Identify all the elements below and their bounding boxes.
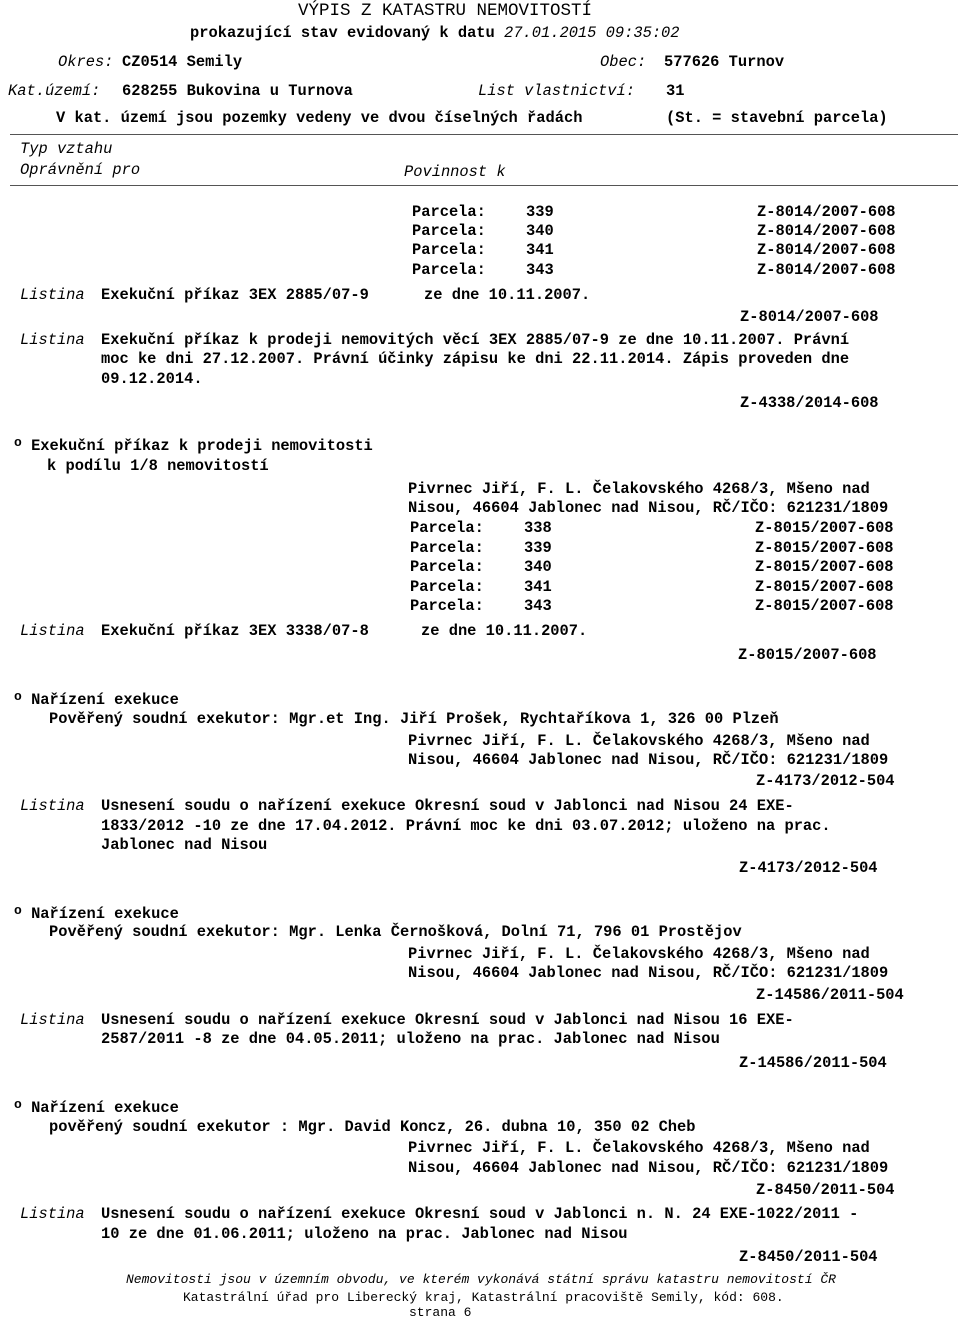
parcel-ref: Z-8014/2007-608 bbox=[757, 222, 896, 240]
lv-label: List vlastnictví: bbox=[478, 82, 636, 100]
listina-text-line3: Jablonec nad Nisou bbox=[101, 836, 268, 854]
parcel-label: Parcela: bbox=[412, 241, 486, 259]
parcel-label: Parcela: bbox=[412, 261, 486, 279]
listina-text-line1: Usnesení soudu o nařízení exekuce Okresní soud v Jablonci nad Nisou 16 EXE- bbox=[101, 1011, 794, 1029]
okres-value: CZ0514 Semily bbox=[122, 53, 243, 71]
parcel-number: 343 bbox=[524, 597, 552, 615]
parcel-ref: Z-8014/2007-608 bbox=[757, 261, 896, 279]
obec-label: Obec: bbox=[600, 53, 647, 71]
listina-ref: Z-4173/2012-504 bbox=[739, 859, 878, 877]
parcel-ref: Z-8015/2007-608 bbox=[755, 539, 894, 557]
person-line2: Nisou, 46604 Jablonec nad Nisou, RČ/IČO: 621231/1809 bbox=[408, 751, 889, 769]
parcel-label: Parcela: bbox=[410, 597, 484, 615]
parcel-number: 338 bbox=[524, 519, 552, 537]
bullet-icon: o bbox=[14, 435, 22, 450]
series-note: V kat. území jsou pozemky vedeny ve dvou číselných řadách bbox=[56, 109, 583, 127]
footer-line2: Katastrální úřad pro Liberecký kraj, Katastrální pracoviště Semily, kód: 608. bbox=[183, 1290, 784, 1305]
listina-ref: Z-8015/2007-608 bbox=[738, 646, 877, 664]
heading-text: Nařízení exekuce bbox=[31, 691, 179, 709]
listina-text: Exekuční příkaz 3EX 2885/07-9 bbox=[101, 286, 369, 304]
parcel-label: Parcela: bbox=[412, 203, 486, 221]
listina-label: Listina bbox=[20, 286, 85, 304]
parcel-ref: Z-8015/2007-608 bbox=[755, 519, 894, 537]
parcel-number: 339 bbox=[524, 539, 552, 557]
parcel-number: 341 bbox=[524, 578, 552, 596]
lv-value: 31 bbox=[666, 82, 685, 100]
parcel-label: Parcela: bbox=[410, 558, 484, 576]
listina-text-line2: 1833/2012 -10 ze dne 17.04.2012. Právní moc ke dni 03.07.2012; uloženo na prac. bbox=[101, 817, 831, 835]
katuzemi-label: Kat.území: bbox=[8, 82, 101, 100]
executor-line: Pověřený soudní exekutor: Mgr.et Ing. Jiří Prošek, Rychtaříkova 1, 326 00 Plzeň bbox=[49, 710, 779, 728]
listina-label: Listina bbox=[20, 1011, 85, 1029]
parcel-label: Parcela: bbox=[410, 578, 484, 596]
parcel-label: Parcela: bbox=[410, 519, 484, 537]
sec4-heading bbox=[14, 902, 179, 923]
person-line1: Pivrnec Jiří, F. L. Čelakovského 4268/3, Mšeno nad bbox=[408, 732, 870, 750]
parcel-number: 341 bbox=[526, 241, 554, 259]
document-title: VÝPIS Z KATASTRU NEMOVITOSTÍ bbox=[298, 1, 593, 21]
bullet-icon: o bbox=[14, 903, 22, 918]
parcel-label: Parcela: bbox=[410, 539, 484, 557]
sec2-subheading: k podílu 1/8 nemovitostí bbox=[47, 457, 269, 475]
listina-date: ze dne 10.11.2007. bbox=[424, 286, 591, 304]
parcel-number: 339 bbox=[526, 203, 554, 221]
listina-text: Exekuční příkaz 3EX 3338/07-8 bbox=[101, 622, 369, 640]
listina-ref: Z-14586/2011-504 bbox=[739, 1054, 887, 1072]
listina-text-line2: 2587/2011 -8 ze dne 04.05.2011; uloženo na prac. Jablonec nad Nisou bbox=[101, 1030, 720, 1048]
listina-text-line3: 09.12.2014. bbox=[101, 370, 203, 388]
col-opravneni-pro: Oprávnění pro bbox=[20, 161, 141, 179]
parcel-ref: Z-8014/2007-608 bbox=[757, 203, 896, 221]
person-line2: Nisou, 46604 Jablonec nad Nisou, RČ/IČO: 621231/1809 bbox=[408, 499, 889, 517]
executor-line: pověřený soudní exekutor : Mgr. David Koncz, 26. dubna 10, 350 02 Cheb bbox=[49, 1118, 696, 1136]
sec3-heading bbox=[14, 688, 179, 709]
person-ref: Z-14586/2011-504 bbox=[756, 986, 904, 1004]
listina-ref: Z-8450/2011-504 bbox=[739, 1248, 878, 1266]
person-line2: Nisou, 46604 Jablonec nad Nisou, RČ/IČO: 621231/1809 bbox=[408, 964, 889, 982]
bullet-icon: o bbox=[14, 689, 22, 704]
parcel-label: Parcela: bbox=[412, 222, 486, 240]
columns-divider bbox=[10, 185, 958, 186]
parcel-number: 340 bbox=[526, 222, 554, 240]
document-subtitle bbox=[190, 24, 680, 42]
person-line1: Pivrnec Jiří, F. L. Čelakovského 4268/3, Mšeno nad bbox=[408, 945, 870, 963]
person-line1: Pivrnec Jiří, F. L. Čelakovského 4268/3, Mšeno nad bbox=[408, 480, 870, 498]
person-line1: Pivrnec Jiří, F. L. Čelakovského 4268/3, Mšeno nad bbox=[408, 1139, 870, 1157]
person-ref: Z-8450/2011-504 bbox=[756, 1181, 895, 1199]
parcel-ref: Z-8015/2007-608 bbox=[755, 597, 894, 615]
sec5-heading bbox=[14, 1096, 179, 1117]
listina-label: Listina bbox=[20, 622, 85, 640]
heading-text: Exekuční příkaz k prodeji nemovitosti bbox=[31, 437, 373, 455]
listina-label: Listina bbox=[20, 1205, 85, 1223]
subtitle-prefix: prokazující stav evidovaný k datu bbox=[190, 24, 495, 42]
series-note-right: (St. = stavební parcela) bbox=[666, 109, 888, 127]
listina-text-line1: Usnesení soudu o nařízení exekuce Okresní soud v Jablonci nad Nisou 24 EXE- bbox=[101, 797, 794, 815]
parcel-ref: Z-8015/2007-608 bbox=[755, 558, 894, 576]
executor-line: Pověřený soudní exekutor: Mgr. Lenka Černošková, Dolní 71, 796 01 Prostějov bbox=[49, 923, 742, 941]
bullet-icon: o bbox=[14, 1097, 22, 1112]
listina-label: Listina bbox=[20, 331, 85, 349]
col-povinnost-k: Povinnost k bbox=[404, 163, 506, 181]
listina-text-line2: 10 ze dne 01.06.2011; uloženo na prac. Jablonec nad Nisou bbox=[101, 1225, 628, 1243]
col-typ-vztahu: Typ vztahu bbox=[20, 140, 113, 158]
listina-ref: Z-4338/2014-608 bbox=[740, 394, 879, 412]
listina-text-line2: moc ke dni 27.12.2007. Právní účinky zápisu ke dni 22.11.2014. Zápis proveden dne bbox=[101, 350, 850, 368]
header-divider bbox=[10, 134, 958, 135]
sec2-heading bbox=[14, 434, 373, 455]
heading-text: Nařízení exekuce bbox=[31, 905, 179, 923]
footer-line1: Nemovitosti jsou v územním obvodu, ve kterém vykonává státní správu katastru nemovitostí ČR bbox=[126, 1272, 836, 1287]
parcel-ref: Z-8014/2007-608 bbox=[757, 241, 896, 259]
listina-text-line1: Exekuční příkaz k prodeji nemovitých věcí 3EX 2885/07-9 ze dne 10.11.2007. Právní bbox=[101, 331, 850, 349]
person-line2: Nisou, 46604 Jablonec nad Nisou, RČ/IČO: 621231/1809 bbox=[408, 1159, 889, 1177]
person-ref: Z-4173/2012-504 bbox=[756, 772, 895, 790]
parcel-number: 340 bbox=[524, 558, 552, 576]
listina-text-line1: Usnesení soudu o nařízení exekuce Okresní soud v Jablonci n. N. 24 EXE-1022/2011 - bbox=[101, 1205, 859, 1223]
listina-ref: Z-8014/2007-608 bbox=[740, 308, 879, 326]
heading-text: Nařízení exekuce bbox=[31, 1099, 179, 1117]
obec-value: 577626 Turnov bbox=[664, 53, 785, 71]
listina-label: Listina bbox=[20, 797, 85, 815]
okres-label: Okres: bbox=[58, 53, 114, 71]
parcel-ref: Z-8015/2007-608 bbox=[755, 578, 894, 596]
parcel-number: 343 bbox=[526, 261, 554, 279]
page-number: strana 6 bbox=[409, 1305, 472, 1320]
katuzemi-value: 628255 Bukovina u Turnova bbox=[122, 82, 353, 100]
subtitle-date: 27.01.2015 09:35:02 bbox=[504, 24, 680, 42]
listina-date: ze dne 10.11.2007. bbox=[421, 622, 588, 640]
